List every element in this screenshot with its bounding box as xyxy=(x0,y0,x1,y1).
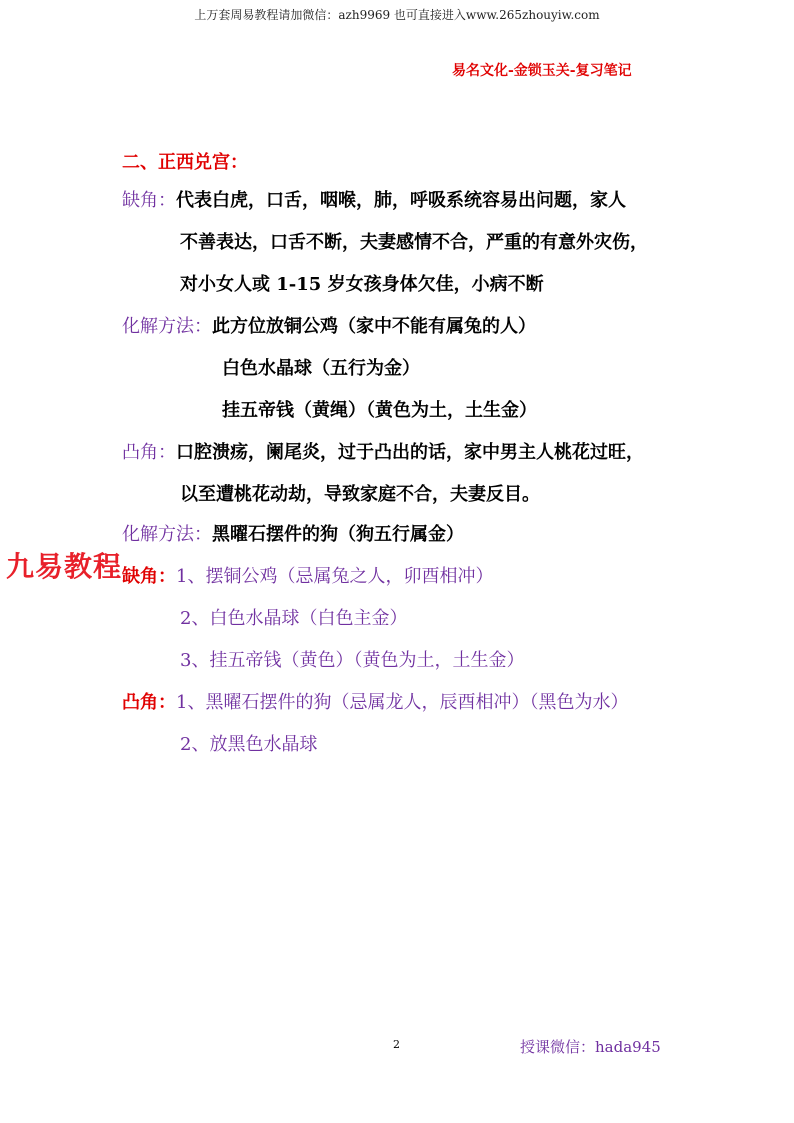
watermark-logo: 九易教程 xyxy=(6,550,123,583)
top-banner: 上万套周易教程请加微信：azh9969 也可直接进入www.265zhouyiw.com xyxy=(194,8,600,22)
document-title: 易名文化-金锁玉关-复习笔记 xyxy=(452,63,632,79)
remedy-missing-line-3: 挂五帝钱（黄绳）（黄色为土，土生金） xyxy=(222,400,537,421)
remedy-protruding-line xyxy=(122,522,464,548)
summary-missing-item-2: 2、白色水晶球（白色主金） xyxy=(180,608,408,629)
page-number: 2 xyxy=(393,1038,400,1051)
summary-missing-item-1: 1、摆铜公鸡（忌属兔之人，卯酉相冲） xyxy=(176,566,494,587)
missing-corner-line-3: 对小女人或 1-15 岁女孩身体欠佳，小病不断 xyxy=(180,274,544,295)
remedy-missing-line-2: 白色水晶球（五行为金） xyxy=(222,358,420,379)
footer-wechat: 授课微信：hada945 xyxy=(520,1038,661,1056)
protruding-corner-line-1 xyxy=(122,440,644,466)
summary-protruding-item-1: 1、黑曜石摆件的狗（忌属龙人，辰酉相冲）（黑色为水） xyxy=(176,692,629,713)
protruding-corner-line-2: 以至遭桃花动劫，导致家庭不合，夫妻反目。 xyxy=(180,484,540,505)
protruding-corner-label: 凸角： xyxy=(122,442,176,463)
section-heading: 二、正西兑宫： xyxy=(122,152,248,173)
missing-corner-line-1 xyxy=(122,188,626,214)
remedy-missing-text: 此方位放铜公鸡（家中不能有属兔的人） xyxy=(212,316,536,337)
missing-corner-line-2: 不善表达，口舌不断，夫妻感情不合，严重的有意外灾伤， xyxy=(180,232,648,253)
protruding-corner-text: 口腔溃疡，阑尾炎，过于凸出的话，家中男主人桃花过旺， xyxy=(176,442,644,463)
summary-missing-label: 缺角： xyxy=(122,566,176,587)
remedy-missing-label: 化解方法： xyxy=(122,316,212,337)
summary-missing-line-1 xyxy=(122,564,493,590)
missing-corner-text: 代表白虎，口舌，咽喉，肺，呼吸系统容易出问题，家人 xyxy=(176,190,626,211)
summary-protruding-label: 凸角： xyxy=(122,692,176,713)
remedy-protruding-text: 黑曜石摆件的狗（狗五行属金） xyxy=(212,524,464,545)
summary-missing-item-3: 3、挂五帝钱（黄色）（黄色为土，土生金） xyxy=(180,650,525,671)
remedy-protruding-label: 化解方法： xyxy=(122,524,212,545)
missing-corner-label: 缺角： xyxy=(122,190,176,211)
remedy-missing-line-1 xyxy=(122,314,536,340)
summary-protruding-item-2: 2、放黑色水晶球 xyxy=(180,734,318,755)
summary-protruding-line-1 xyxy=(122,690,628,716)
